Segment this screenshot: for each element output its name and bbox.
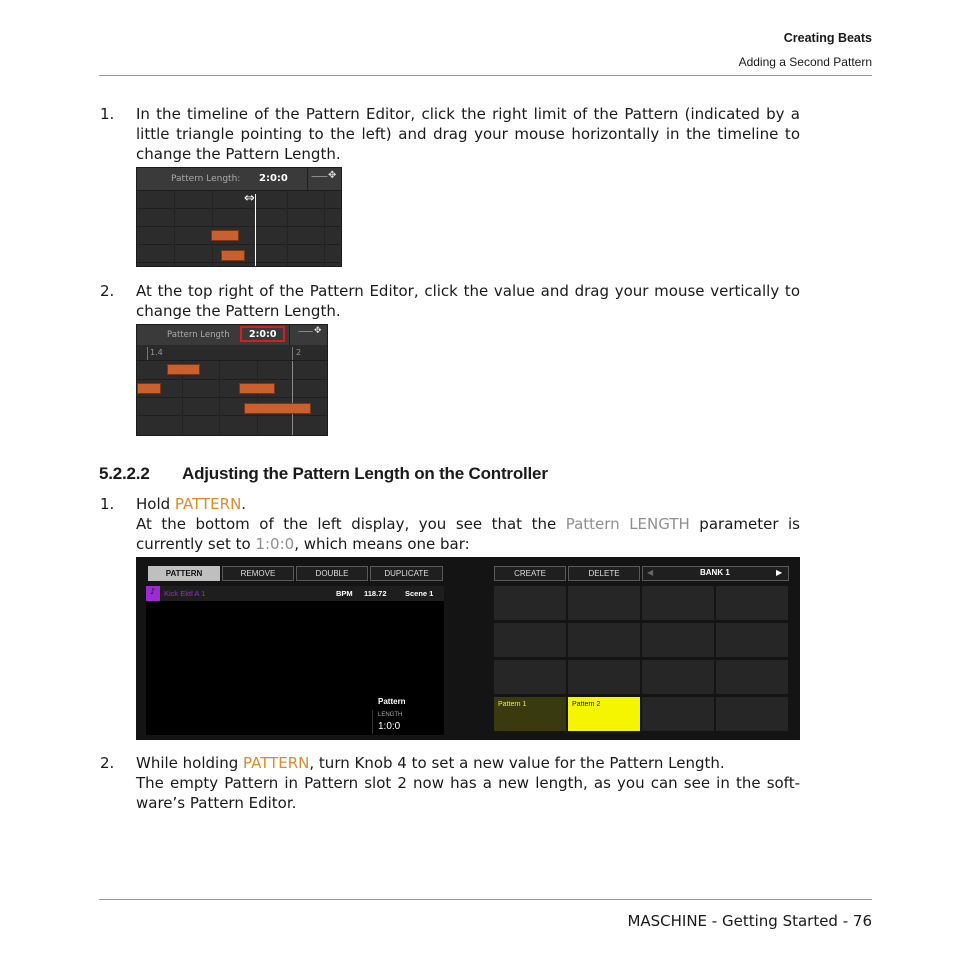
pattern-button[interactable]: PATTERN: [148, 566, 220, 581]
step-text: In the timeline of the Pattern Editor, click the right limit of the Pattern (indicated by a little triangle pointing to the left) and drag your mouse horizontally in the timeline to change the Pattern Length.: [136, 105, 800, 163]
grid-line: [137, 397, 328, 398]
pattern-pad[interactable]: [716, 586, 788, 620]
pattern-pad[interactable]: [568, 623, 640, 657]
pattern-pad-2[interactable]: [568, 697, 640, 731]
group-color-swatch: [146, 586, 160, 601]
pattern-pad[interactable]: [716, 623, 788, 657]
group-name: Kick Ektl A 1: [164, 589, 206, 598]
text-run: While holding: [136, 754, 244, 772]
pattern-end-marker[interactable]: [255, 194, 256, 267]
pattern-editor-screenshot-1: [136, 167, 342, 267]
grid-line: [137, 244, 342, 245]
pad-label: Pattern 1: [498, 701, 527, 708]
step-number: 2.: [100, 282, 115, 300]
step-text: At the top right of the Pattern Editor, click the value and drag your mouse vertically to change the Pattern Length.: [136, 282, 800, 320]
grid-line: [137, 226, 342, 227]
step-number: 2.: [100, 754, 115, 772]
pattern-length-value[interactable]: 2:0:0: [249, 329, 277, 340]
move-icon[interactable]: ✥: [314, 326, 322, 336]
bpm-label: BPM: [336, 589, 353, 598]
grid-line: [174, 190, 175, 267]
text-run: , which means one bar:: [294, 535, 470, 553]
step-text: [136, 494, 800, 554]
ruler-label: 2: [296, 348, 302, 357]
midi-note[interactable]: [244, 403, 311, 414]
footer-rule: [99, 899, 872, 900]
chapter-title: Creating Beats: [783, 31, 872, 45]
parameter-ref: Pattern LENGTH: [565, 515, 690, 533]
sound-icon: ♪: [150, 587, 156, 596]
grid-line: [137, 262, 342, 263]
grid-line: [137, 208, 342, 209]
pattern-pad[interactable]: [642, 697, 714, 731]
step-text: [136, 753, 800, 813]
scene-label: Scene 1: [405, 589, 434, 598]
pattern-length-label: Pattern Length:: [171, 174, 241, 184]
duplicate-button[interactable]: DUPLICATE: [370, 566, 443, 581]
pattern-pad[interactable]: [716, 697, 788, 731]
midi-note[interactable]: [137, 383, 161, 394]
pattern-pad-1[interactable]: [494, 697, 566, 731]
pattern-editor-screenshot-2: [136, 324, 328, 436]
toolbar-divider: [289, 325, 290, 345]
parameter-divider: [372, 710, 373, 734]
pattern-button-ref: PATTERN: [174, 495, 242, 513]
pattern-pad[interactable]: [494, 623, 566, 657]
midi-note[interactable]: [239, 383, 275, 394]
left-display: [146, 586, 444, 735]
text-run: Hold: [136, 495, 175, 513]
grid-line: [287, 190, 288, 267]
midi-note[interactable]: [221, 250, 245, 261]
bpm-value: 118.72: [364, 589, 387, 598]
quantize-icon[interactable]: ⸺: [298, 327, 314, 337]
pattern-pad[interactable]: [494, 586, 566, 620]
parameter-value[interactable]: 1:0:0: [378, 721, 401, 732]
section-heading: Adjusting the Pattern Length on the Controller: [182, 464, 548, 483]
move-icon[interactable]: ✥: [328, 170, 337, 181]
pattern-pad[interactable]: [642, 660, 714, 694]
grid-line: [212, 190, 213, 267]
ruler-tick: [292, 347, 293, 360]
value-ref: 1:0:0: [255, 535, 295, 553]
delete-button[interactable]: DELETE: [568, 566, 640, 581]
pattern-button-ref: PATTERN: [243, 754, 310, 772]
pattern-editor-toolbar: [137, 168, 342, 191]
create-button[interactable]: CREATE: [494, 566, 566, 581]
bank-prev-icon[interactable]: ◀: [647, 568, 654, 577]
text-run: parameter is currently set to: [136, 515, 800, 553]
pattern-pad[interactable]: [568, 660, 640, 694]
section-title: Adding a Second Pattern: [738, 55, 872, 69]
text-run: , turn Knob 4 to set a new value for the Pattern Length.: [309, 754, 725, 772]
pattern-length-value[interactable]: 2:0:0: [259, 173, 288, 184]
grid-line: [324, 190, 325, 267]
section-number: 5.2.2.2: [99, 464, 150, 483]
header-rule: [99, 75, 872, 76]
pad-label: Pattern 2: [572, 701, 601, 708]
grid-line: [137, 379, 328, 380]
grid-line: [219, 361, 220, 436]
bank-label: BANK 1: [700, 568, 730, 577]
double-button[interactable]: DOUBLE: [296, 566, 368, 581]
pattern-pad[interactable]: [494, 660, 566, 694]
text-run: .: [241, 495, 247, 513]
text-run: At the bottom of the left display, you see that the: [136, 515, 566, 533]
midi-note[interactable]: [167, 364, 200, 375]
pattern-pad[interactable]: [568, 586, 640, 620]
horizontal-resize-cursor-icon: ⇔: [244, 191, 255, 206]
grid-line: [257, 361, 258, 436]
ruler-label: 1.4: [150, 348, 163, 357]
midi-note[interactable]: [211, 230, 239, 241]
parameter-page-title: Pattern: [378, 697, 406, 706]
grid-line: [137, 415, 328, 416]
page-footer: MASCHINE - Getting Started - 76: [627, 912, 872, 930]
bank-selector[interactable]: [642, 566, 789, 581]
pattern-pad[interactable]: [642, 623, 714, 657]
toolbar-divider: [307, 168, 308, 190]
pattern-pad[interactable]: [642, 586, 714, 620]
timeline-ruler[interactable]: [137, 345, 328, 361]
bank-next-icon[interactable]: ▶: [776, 568, 783, 577]
ruler-tick: [147, 347, 148, 360]
pattern-editor-toolbar: [137, 325, 328, 346]
quantize-icon[interactable]: ⸺: [311, 171, 328, 182]
parameter-name: LENGTH: [378, 712, 403, 718]
pattern-pad[interactable]: [716, 660, 788, 694]
text-run: The empty Pattern in Pattern slot 2 now has a new length, as you can see in the soft-ware’s Pattern Editor.: [136, 774, 800, 812]
step-number: 1.: [100, 105, 115, 123]
remove-button[interactable]: REMOVE: [222, 566, 294, 581]
controller-displays-screenshot: [136, 557, 800, 740]
pattern-length-label: Pattern Length: [167, 330, 230, 340]
pattern-end-marker[interactable]: [292, 361, 293, 436]
group-bar: [146, 586, 444, 601]
step-number: 1.: [100, 495, 115, 513]
